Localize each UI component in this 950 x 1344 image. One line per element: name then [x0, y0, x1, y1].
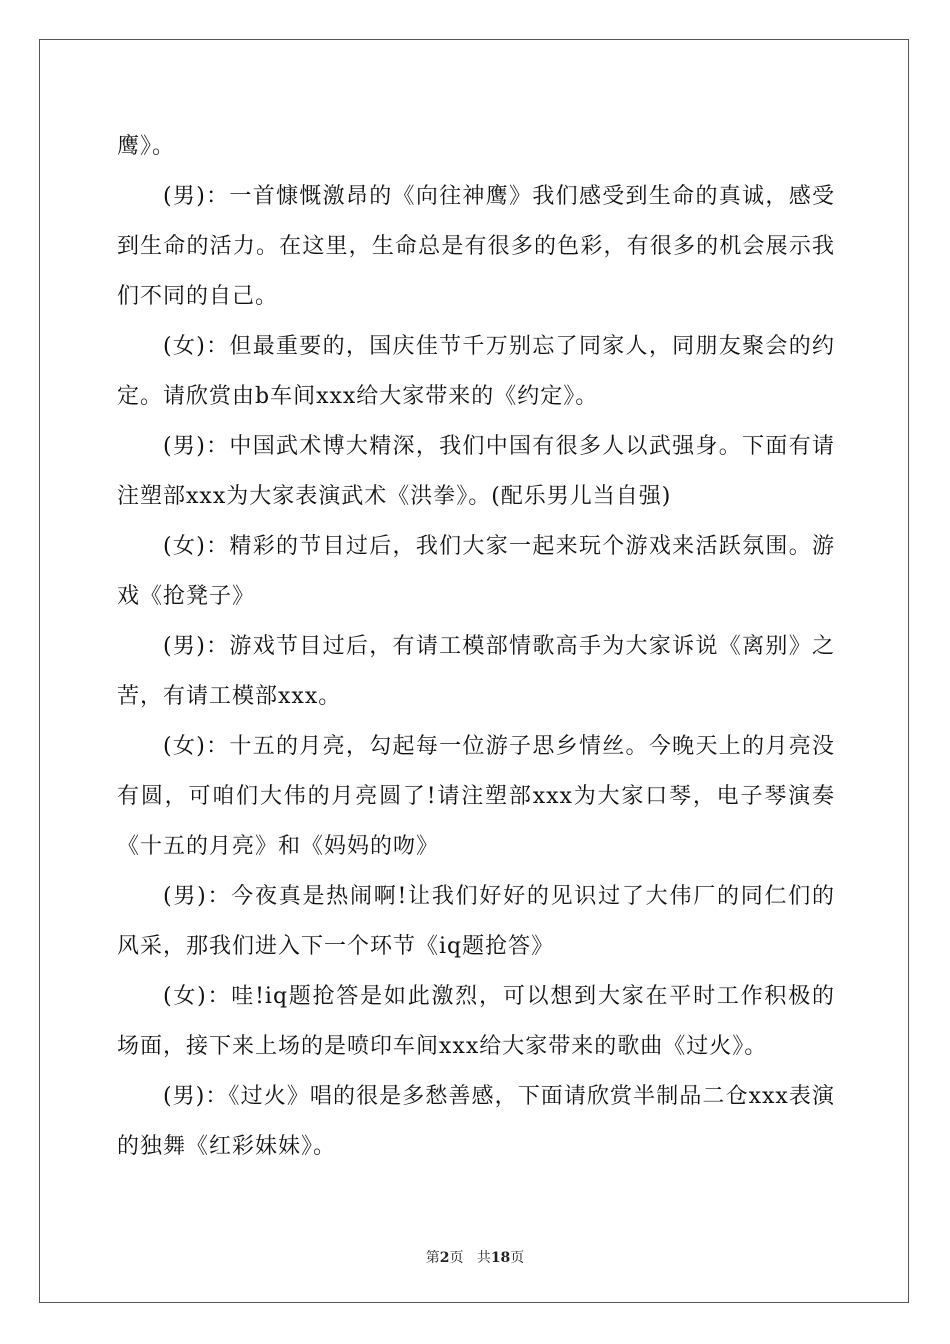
document-body	[117, 122, 835, 1172]
total-pages: 18	[490, 1250, 511, 1266]
paragraph-4: (男)：中国武术博大精深，我们中国有很多人以武强身。下面有请注塑部xxx为大家表演武术《洪拳》。(配乐男儿当自强)	[117, 434, 835, 509]
paragraph-3: (女)：但最重要的，国庆佳节千万别忘了同家人，同朋友聚会的约定。请欣赏由b车间xxx给大家带来的《约定》。	[117, 334, 835, 409]
page-number: 2	[439, 1250, 450, 1266]
paragraph-8: (男)：今夜真是热闹啊!让我们好好的见识过了大伟厂的同仁们的风采，那我们进入下一个环节《iq题抢答》	[117, 884, 835, 959]
total-label-prefix: 共	[476, 1250, 491, 1266]
page-label-suffix: 页	[449, 1250, 464, 1266]
page-footer	[0, 1247, 950, 1267]
paragraph-6: (男)：游戏节目过后，有请工模部情歌高手为大家诉说《离别》之苦，有请工模部xxx。	[117, 634, 835, 709]
paragraph-1: 鹰》。	[117, 134, 176, 159]
paragraph-9: (女)：哇!iq题抢答是如此激烈，可以想到大家在平时工作积极的场面，接下来上场的是喷印车间xxx给大家带来的歌曲《过火》。	[117, 984, 835, 1059]
paragraph-10: (男)：《过火》唱的很是多愁善感，下面请欣赏半制品二仓xxx表演的独舞《红彩妹妹》。	[117, 1084, 835, 1159]
paragraph-7: (女)：十五的月亮，勾起每一位游子思乡情丝。今晚天上的月亮没有圆，可咱们大伟的月亮圆了!请注塑部xxx为大家口琴，电子琴演奏《十五的月亮》和《妈妈的吻》	[117, 734, 835, 859]
paragraph-5: (女)：精彩的节目过后，我们大家一起来玩个游戏来活跃氛围。游戏《抢凳子》	[117, 534, 835, 609]
page-label-prefix: 第	[425, 1250, 440, 1266]
paragraph-2: (男)：一首慷慨激昂的《向往神鹰》我们感受到生命的真诚，感受到生命的活力。在这里，生命总是有很多的色彩，有很多的机会展示我们不同的自己。	[117, 184, 835, 309]
total-label-suffix: 页	[510, 1250, 525, 1266]
